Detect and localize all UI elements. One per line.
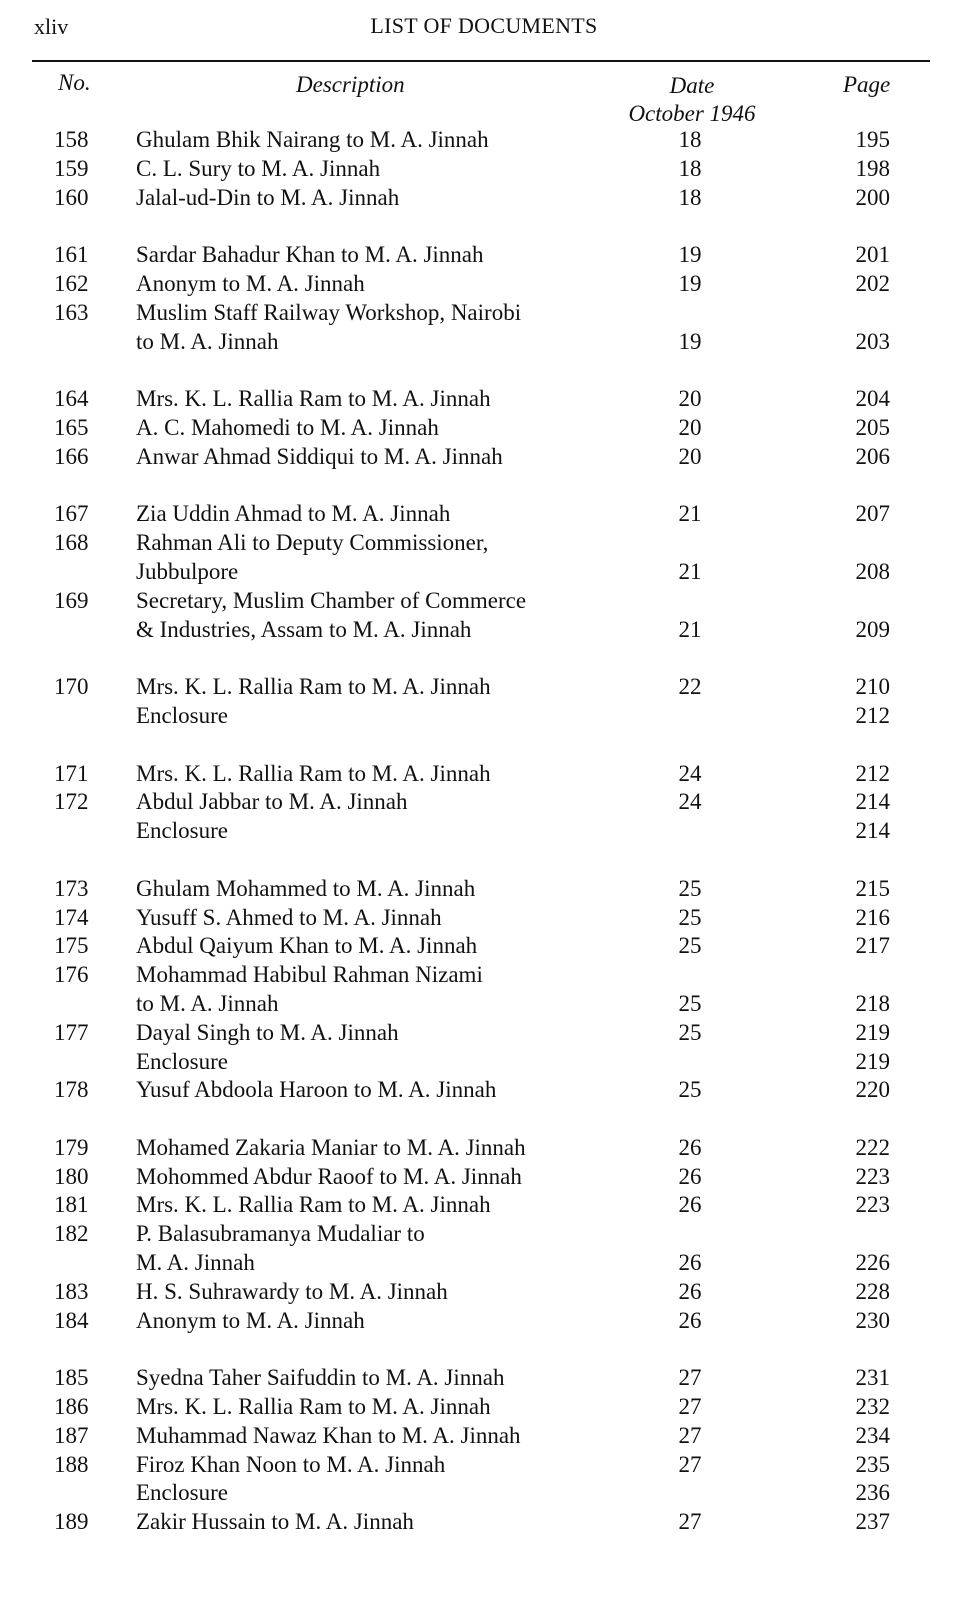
document-page: 201 (855, 242, 890, 268)
document-number: 166 (54, 443, 89, 469)
document-page: 204 (855, 386, 890, 412)
document-description: Mrs. K. L. Rallia Ram to M. A. Jinnah (136, 674, 491, 700)
document-description: Zakir Hussain to M. A. Jinnah (136, 1509, 414, 1535)
document-description: Yusuf Abdoola Haroon to M. A. Jinnah (136, 1077, 497, 1103)
document-date: 21 (678, 501, 702, 527)
column-header-description: Description (296, 72, 405, 97)
document-row (0, 1452, 968, 1510)
document-number: 188 (54, 1451, 89, 1477)
document-page: 212 (855, 760, 890, 786)
document-number: 183 (54, 1278, 89, 1304)
document-row-line (0, 1192, 968, 1221)
document-row-line (0, 1365, 968, 1394)
document-row (0, 1509, 968, 1538)
document-row (0, 185, 968, 214)
document-date: 19 (678, 242, 702, 268)
column-header-date (622, 72, 762, 128)
document-description: to M. A. Jinnah (136, 990, 279, 1016)
document-row (0, 415, 968, 444)
document-description: Enclosure (136, 1048, 228, 1074)
document-page: 215 (855, 875, 890, 901)
document-description: Mohommed Abdur Raoof to M. A. Jinnah (136, 1163, 522, 1189)
document-description: & Industries, Assam to M. A. Jinnah (136, 616, 472, 642)
group-spacer (0, 213, 968, 242)
document-row-line (0, 127, 968, 156)
document-row-line (0, 1423, 968, 1452)
document-page: 207 (855, 501, 890, 527)
document-date: 27 (678, 1365, 702, 1391)
document-description: Ghulam Mohammed to M. A. Jinnah (136, 875, 476, 901)
group-spacer (0, 357, 968, 386)
document-description: Jubbulpore (136, 558, 239, 584)
document-description: C. L. Sury to M. A. Jinnah (136, 155, 381, 181)
document-row-line (0, 185, 968, 214)
document-page: 205 (855, 414, 890, 440)
document-number: 181 (54, 1192, 89, 1218)
document-row-line (0, 1164, 968, 1193)
group-spacer (0, 645, 968, 674)
document-row-line (0, 1509, 968, 1538)
document-number: 184 (54, 1307, 89, 1333)
document-row-line (0, 1394, 968, 1423)
document-description: Enclosure (136, 818, 228, 844)
document-description: P. Balasubramanya Mudaliar to (136, 1221, 425, 1247)
document-date: 18 (678, 155, 702, 181)
group-spacer (0, 1336, 968, 1365)
column-header-date-label: Date (669, 73, 715, 98)
document-page: 206 (855, 443, 890, 469)
document-description: Secretary, Muslim Chamber of Commerce (136, 587, 527, 613)
document-row (0, 444, 968, 473)
document-page: 223 (855, 1163, 890, 1189)
document-description: Anonym to M. A. Jinnah (136, 1307, 365, 1333)
document-description: Sardar Bahadur Khan to M. A. Jinnah (136, 242, 484, 268)
document-number: 173 (54, 875, 89, 901)
document-date: 27 (678, 1422, 702, 1448)
document-number: 177 (54, 1019, 89, 1045)
document-number: 176 (54, 962, 89, 988)
document-row (0, 1221, 968, 1279)
document-row (0, 789, 968, 847)
document-row-line (0, 1221, 968, 1250)
document-number: 163 (54, 299, 89, 325)
document-row (0, 530, 968, 588)
document-description: Dayal Singh to M. A. Jinnah (136, 1019, 399, 1045)
document-number: 185 (54, 1365, 89, 1391)
document-number: 164 (54, 386, 89, 412)
document-description: Firoz Khan Noon to M. A. Jinnah (136, 1451, 446, 1477)
document-number: 182 (54, 1221, 89, 1247)
page-number: xliv (34, 14, 69, 39)
document-description: Yusuff S. Ahmed to M. A. Jinnah (136, 904, 442, 930)
document-row (0, 300, 968, 358)
document-number: 189 (54, 1509, 89, 1535)
document-row (0, 1279, 968, 1308)
document-row-line (0, 588, 968, 617)
document-page: 219 (855, 1019, 890, 1045)
document-list (0, 127, 968, 1538)
document-row-line (0, 444, 968, 473)
document-row (0, 127, 968, 156)
document-row-line (0, 1452, 968, 1481)
document-row-line (0, 818, 968, 847)
document-page: 222 (855, 1134, 890, 1160)
document-page: 226 (855, 1250, 890, 1276)
document-date: 26 (678, 1163, 702, 1189)
document-row-line (0, 1020, 968, 1049)
document-page: 203 (855, 328, 890, 354)
document-page: 198 (855, 155, 890, 181)
document-date: 26 (678, 1278, 702, 1304)
document-row-line (0, 761, 968, 790)
document-number: 162 (54, 270, 89, 296)
document-description: H. S. Suhrawardy to M. A. Jinnah (136, 1278, 448, 1304)
document-description: A. C. Mahomedi to M. A. Jinnah (136, 414, 439, 440)
document-date: 25 (678, 990, 702, 1016)
document-page: 220 (855, 1077, 890, 1103)
document-page: 236 (855, 1480, 890, 1506)
document-date: 25 (678, 904, 702, 930)
document-description: Enclosure (136, 1480, 228, 1506)
document-date: 21 (678, 616, 702, 642)
document-date: 20 (678, 414, 702, 440)
document-description: Mrs. K. L. Rallia Ram to M. A. Jinnah (136, 386, 491, 412)
document-row-line (0, 1135, 968, 1164)
document-number: 175 (54, 933, 89, 959)
document-page: 232 (855, 1394, 890, 1420)
document-description: Mrs. K. L. Rallia Ram to M. A. Jinnah (136, 1394, 491, 1420)
document-date: 27 (678, 1509, 702, 1535)
document-row (0, 588, 968, 646)
document-date: 27 (678, 1451, 702, 1477)
group-spacer (0, 473, 968, 502)
document-row-line (0, 1250, 968, 1279)
document-date: 26 (678, 1250, 702, 1276)
document-page: 208 (855, 558, 890, 584)
document-row-line (0, 415, 968, 444)
document-number: 174 (54, 904, 89, 930)
document-number: 160 (54, 184, 89, 210)
document-number: 165 (54, 414, 89, 440)
document-row (0, 933, 968, 962)
running-title: LIST OF DOCUMENTS (370, 13, 598, 38)
document-date: 27 (678, 1394, 702, 1420)
document-row (0, 761, 968, 790)
document-row (0, 271, 968, 300)
column-header-page: Page (843, 72, 891, 97)
column-header-date-month: October 1946 (628, 101, 756, 126)
document-page: 216 (855, 904, 890, 930)
document-date: 20 (678, 386, 702, 412)
group-spacer (0, 847, 968, 876)
document-row (0, 386, 968, 415)
document-row-line (0, 703, 968, 732)
document-row-line (0, 789, 968, 818)
document-page: 228 (855, 1278, 890, 1304)
header-rule (32, 60, 930, 62)
document-page: 212 (855, 702, 890, 728)
document-date: 24 (678, 760, 702, 786)
document-row (0, 876, 968, 905)
document-row (0, 905, 968, 934)
document-date: 24 (678, 789, 702, 815)
document-page: 237 (855, 1509, 890, 1535)
document-description: Mrs. K. L. Rallia Ram to M. A. Jinnah (136, 760, 491, 786)
document-description: Muhammad Nawaz Khan to M. A. Jinnah (136, 1422, 521, 1448)
document-row-line (0, 876, 968, 905)
document-row-line (0, 933, 968, 962)
document-row (0, 1394, 968, 1423)
document-row (0, 156, 968, 185)
document-row (0, 1192, 968, 1221)
document-description: Muslim Staff Railway Workshop, Nairobi (136, 299, 522, 325)
document-row-line (0, 674, 968, 703)
document-number: 158 (54, 127, 89, 152)
document-row-line (0, 1308, 968, 1337)
document-number: 168 (54, 530, 89, 556)
document-row-line (0, 271, 968, 300)
document-page: 200 (855, 184, 890, 210)
document-number: 159 (54, 155, 89, 181)
document-row-line (0, 1077, 968, 1106)
document-row (0, 242, 968, 271)
group-spacer (0, 1106, 968, 1135)
document-page: 230 (855, 1307, 890, 1333)
document-page: 214 (855, 818, 890, 844)
document-date: 25 (678, 933, 702, 959)
document-row-line (0, 300, 968, 329)
document-row (0, 674, 968, 732)
document-description: to M. A. Jinnah (136, 328, 279, 354)
document-date: 26 (678, 1307, 702, 1333)
document-date: 20 (678, 443, 702, 469)
document-row-line (0, 156, 968, 185)
document-page: 231 (855, 1365, 890, 1391)
document-description: M. A. Jinnah (136, 1250, 255, 1276)
document-description: Zia Uddin Ahmad to M. A. Jinnah (136, 501, 451, 527)
group-spacer (0, 732, 968, 761)
document-date: 19 (678, 328, 702, 354)
document-row-line (0, 242, 968, 271)
document-date: 25 (678, 1019, 702, 1045)
document-row-line (0, 501, 968, 530)
document-number: 172 (54, 789, 89, 815)
document-number: 180 (54, 1163, 89, 1189)
document-description: Anonym to M. A. Jinnah (136, 270, 365, 296)
column-header-no: No. (58, 70, 91, 95)
document-description: Enclosure (136, 702, 228, 728)
document-date: 21 (678, 558, 702, 584)
document-description: Mohammad Habibul Rahman Nizami (136, 962, 483, 988)
document-number: 167 (54, 501, 89, 527)
document-date: 25 (678, 1077, 702, 1103)
document-row-line (0, 962, 968, 991)
document-row (0, 501, 968, 530)
document-description: Anwar Ahmad Siddiqui to M. A. Jinnah (136, 443, 503, 469)
document-description: Jalal-ud-Din to M. A. Jinnah (136, 184, 400, 210)
document-row (0, 1077, 968, 1106)
document-row (0, 1020, 968, 1078)
document-row (0, 1164, 968, 1193)
document-description: Mohamed Zakaria Maniar to M. A. Jinnah (136, 1134, 526, 1160)
document-row (0, 962, 968, 1020)
document-page: 235 (855, 1451, 890, 1477)
document-row-line (0, 1480, 968, 1509)
document-page: 209 (855, 616, 890, 642)
document-date: 26 (678, 1192, 702, 1218)
document-number: 169 (54, 587, 89, 613)
document-number: 186 (54, 1394, 89, 1420)
document-page: 219 (855, 1048, 890, 1074)
document-row-line (0, 559, 968, 588)
document-description: Ghulam Bhik Nairang to M. A. Jinnah (136, 127, 489, 152)
document-row (0, 1308, 968, 1337)
document-page: 218 (855, 990, 890, 1016)
document-page: 214 (855, 789, 890, 815)
document-description: Abdul Qaiyum Khan to M. A. Jinnah (136, 933, 478, 959)
document-page: 234 (855, 1422, 890, 1448)
document-date: 18 (678, 127, 702, 152)
document-row (0, 1423, 968, 1452)
document-date: 18 (678, 184, 702, 210)
document-date: 25 (678, 875, 702, 901)
document-number: 179 (54, 1134, 89, 1160)
document-number: 171 (54, 760, 89, 786)
document-date: 19 (678, 270, 702, 296)
document-row-line (0, 386, 968, 415)
document-date: 26 (678, 1134, 702, 1160)
document-page: 195 (855, 127, 890, 152)
document-page: 202 (855, 270, 890, 296)
document-number: 161 (54, 242, 89, 268)
document-description: Mrs. K. L. Rallia Ram to M. A. Jinnah (136, 1192, 491, 1218)
document-page: 217 (855, 933, 890, 959)
document-page: 223 (855, 1192, 890, 1218)
document-number: 187 (54, 1422, 89, 1448)
document-row-line (0, 905, 968, 934)
document-row-line (0, 617, 968, 646)
document-description: Syedna Taher Saifuddin to M. A. Jinnah (136, 1365, 505, 1391)
document-description: Rahman Ali to Deputy Commissioner, (136, 530, 489, 556)
document-row (0, 1365, 968, 1394)
document-row-line (0, 530, 968, 559)
document-number: 170 (54, 674, 89, 700)
document-page: 210 (855, 674, 890, 700)
document-date: 22 (678, 674, 702, 700)
document-row-line (0, 329, 968, 358)
document-row (0, 1135, 968, 1164)
document-row-line (0, 1049, 968, 1078)
document-number: 178 (54, 1077, 89, 1103)
document-row-line (0, 1279, 968, 1308)
document-description: Abdul Jabbar to M. A. Jinnah (136, 789, 408, 815)
document-row-line (0, 991, 968, 1020)
